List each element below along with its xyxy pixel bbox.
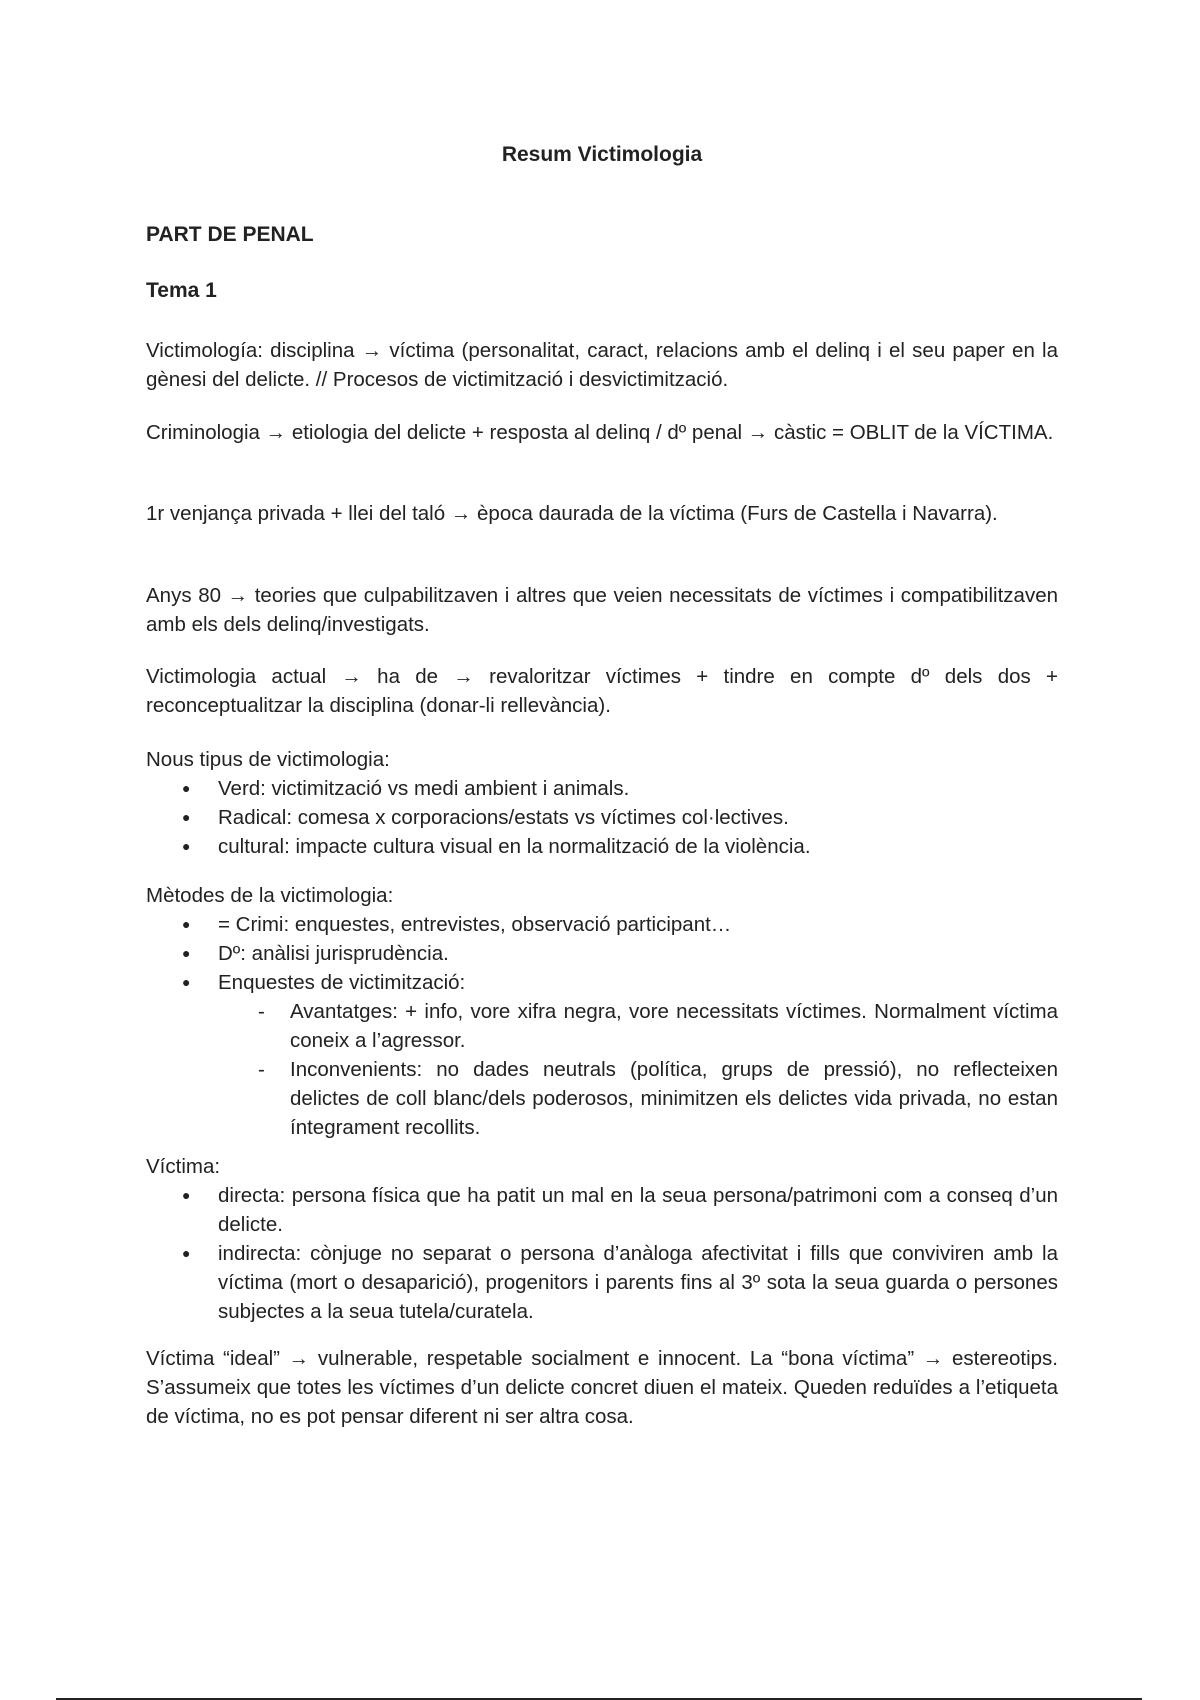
paragraph-venjanca: 1r venjança privada + llei del taló → època daurada de la víctima (Furs de Castella i Navarra).	[146, 502, 998, 525]
sublist-item: - Inconvenients: no dades neutrals (política, grups de pressió), no reflecteixen delictes de coll blanc/dels poderosos, minimitzen els delictes vida privada, no estan íntegrament recollits.	[218, 1055, 1058, 1142]
paragraph-victimologia-actual: Victimologia actual → ha de → revaloritzar víctimes + tindre en compte dº dels dos + reconceptualitzar la disciplina (donar-li rellevància).	[146, 665, 1058, 717]
section-heading: PART DE PENAL	[146, 223, 314, 246]
list-item	[146, 968, 1058, 1142]
topic-heading: Tema 1	[146, 279, 217, 302]
methods-heading: Mètodes de la victimologia:	[146, 884, 394, 907]
list-item: ● = Crimi: enquestes, entrevistes, observació participant…	[146, 910, 1058, 939]
paragraph-victima-ideal: Víctima “ideal” → vulnerable, respetable socialment e innocent. La “bona víctima” → estereotips. S’assumeix que totes les víctimes d’un delicte concret diuen el mateix. Queden reduïdes a l’etiqueta de víctima, no es pot pensar diferent ni ser altra cosa.	[146, 1347, 1058, 1428]
document-title: Resum Victimologia	[501, 143, 703, 166]
list-item-label: Enquestes de victimització:	[218, 971, 466, 994]
list-item: ● cultural: impacte cultura visual en la normalització de la violència.	[146, 832, 1058, 861]
sublist-item: - Avantatges: + info, vore xifra negra, vore necessitats víctimes. Normalment víctima coneix a l’agressor.	[218, 997, 1058, 1055]
list-item: ● Dº: anàlisi jurisprudència.	[146, 939, 1058, 968]
types-heading: Nous tipus de victimologia:	[146, 748, 390, 771]
victim-list	[146, 1181, 1058, 1326]
list-item: ● indirecta: cònjuge no separat o persona d’anàloga afectivitat i fills que conviviren amb la víctima (mort o desaparició), progenitors i parents fins al 3º sota la seua guarda o persones subjectes a la seua tutela/curatela.	[146, 1239, 1058, 1326]
victim-heading: Víctima:	[146, 1155, 221, 1178]
survey-sublist	[218, 997, 1058, 1142]
list-item: ● Verd: victimització vs medi ambient i animals.	[146, 774, 1058, 803]
list-item: ● directa: persona física que ha patit un mal en la seua persona/patrimoni com a conseq d’un delicte.	[146, 1181, 1058, 1239]
paragraph-victimologia: Victimología: disciplina → víctima (personalitat, caract, relacions amb el delinq i el seu paper en la gènesi del delicte. // Procesos de victimització i desvictimització.	[146, 339, 1058, 391]
methods-list	[146, 910, 1058, 1142]
paragraph-anys-80: Anys 80 → teories que culpabilitzaven i altres que veien necessitats de víctimes i compatibilitzaven amb els dels delinq/investigats.	[146, 584, 1058, 636]
paragraph-criminologia: Criminologia → etiologia del delicte + resposta al delinq / dº penal → càstic = OBLIT de la VÍCTIMA.	[146, 421, 1054, 444]
list-item: ● Radical: comesa x corporacions/estats vs víctimes col·lectives.	[146, 803, 1058, 832]
types-list	[146, 774, 1058, 861]
